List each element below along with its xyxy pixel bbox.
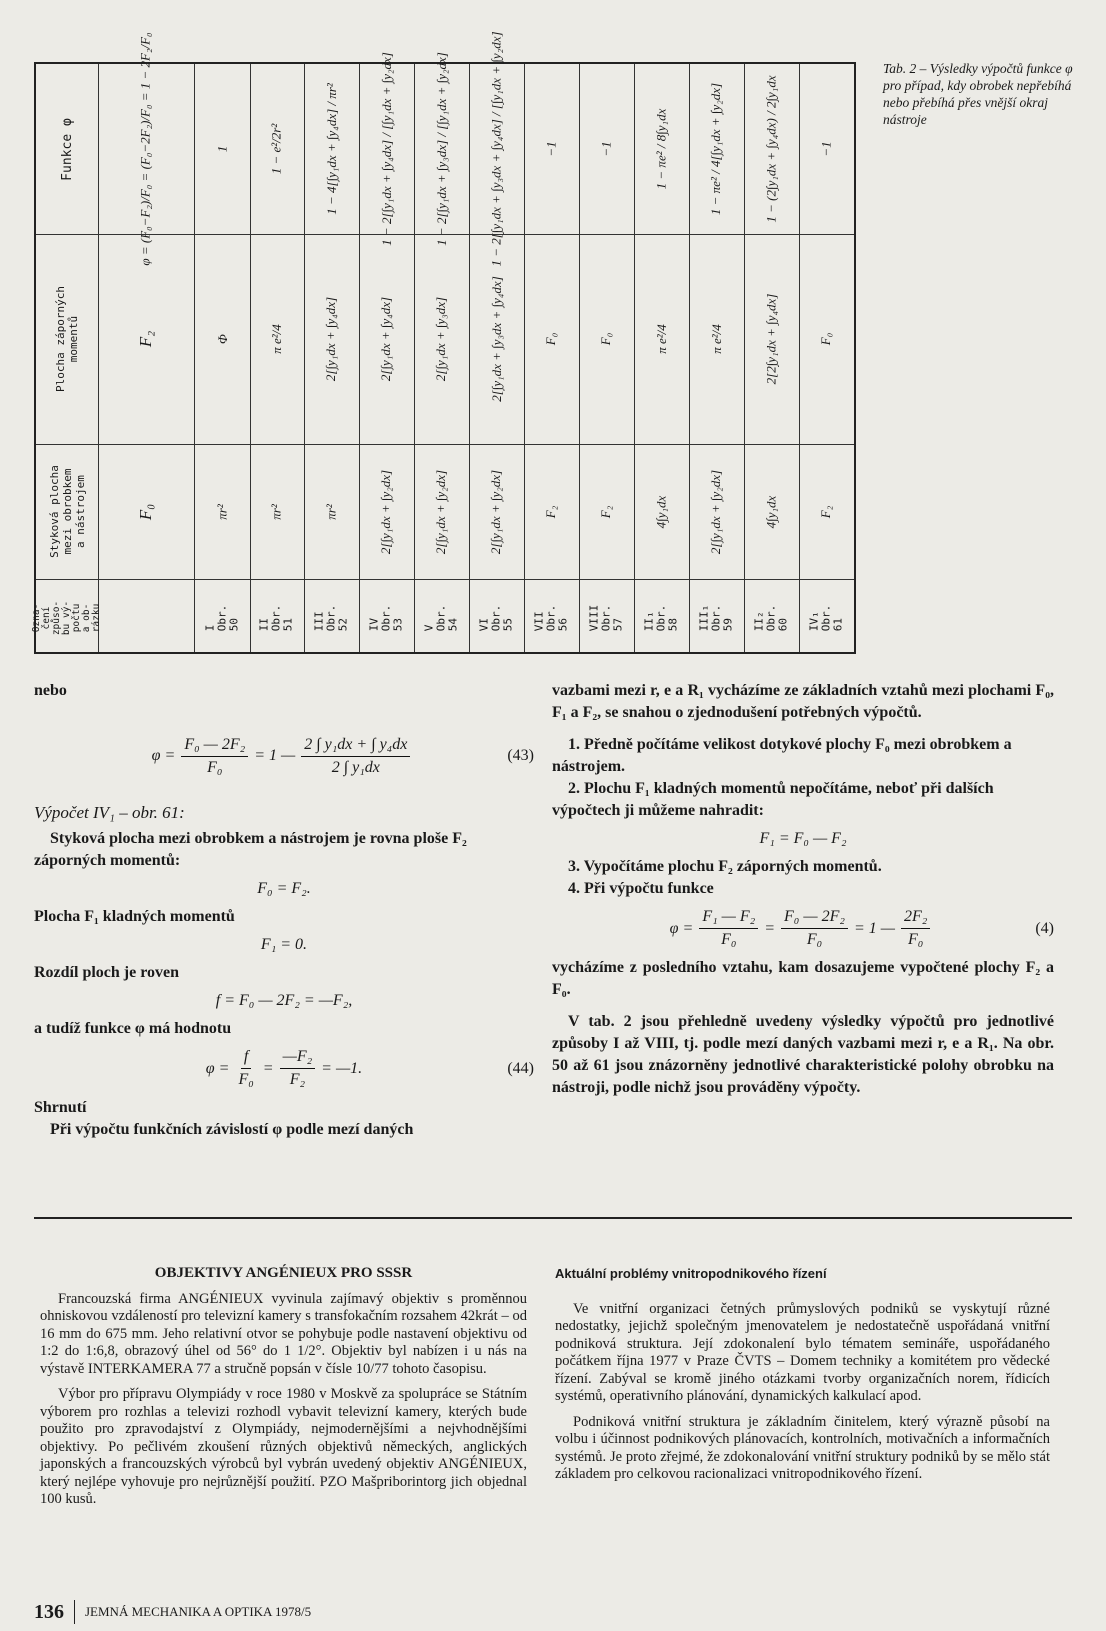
table-cell-phi <box>414 52 469 246</box>
header-funkce <box>36 64 98 234</box>
table-cell-f2-text: π e²/4 <box>268 324 284 354</box>
left-p5: Při výpočtu funkčních závislostí φ podle mezí daných <box>50 1121 414 1138</box>
eq43-den2: 2 ∫ y₁dx <box>331 758 380 776</box>
eq4-n2: F₀ — 2F₂ <box>781 906 848 929</box>
text-nebo: nebo <box>34 682 67 699</box>
eq-f1: F₁ = 0. <box>260 936 308 953</box>
eq4-lhs: φ = <box>669 919 694 937</box>
table-cell-label <box>469 579 524 656</box>
table-cell-f2-text: 2[∫y₁dx + ∫y₄dx] <box>323 296 339 382</box>
table-cell-phi <box>579 64 634 234</box>
table-cell-label <box>744 579 799 656</box>
vypocet-heading: Výpočet IV₁ – obr. 61: <box>34 803 185 822</box>
table-cell-label-text: II Obr. 51 <box>257 604 295 631</box>
header-plocha-label: Plocha záporných momentů <box>54 286 80 392</box>
table-cell-phi-text: 1 − 4[∫y₁dx + ∫y₄dx] / πr² <box>323 83 339 215</box>
table-cell-f2-text: Φ <box>214 334 230 344</box>
article-rizeni <box>555 1265 1050 1492</box>
eq-f0: F₀ = F₂. <box>257 880 311 897</box>
eq4-number: (4) <box>1035 919 1054 937</box>
article-angenieux-title: OBJEKTIVY ANGÉNIEUX PRO SSSR <box>154 1265 413 1281</box>
stykova-symbol: F₀ <box>135 503 155 520</box>
table-cell-phi-text: 1 − 2[∫y₁dx + ∫y₄dx] / [∫y₁dx + ∫y₂dx] <box>378 52 394 246</box>
results-table <box>30 31 856 654</box>
table-cell-phi-text: 1 <box>214 145 230 153</box>
eq43-frac1 <box>181 734 248 779</box>
header-oznaceni <box>30 579 102 656</box>
header-oznaceni-label: Ozna- čení způso- bu vý- počtu a ob- rázku <box>30 600 102 635</box>
table-cell-f2-text: π e²/4 <box>653 324 669 354</box>
table-cell-phi-text: −1 <box>543 141 559 157</box>
table-cell-label-text: V Obr. 54 <box>422 604 460 631</box>
eq44-num: f <box>241 1046 251 1069</box>
table-cell-phi-text: −1 <box>598 141 614 157</box>
eq4-mid: = 1 — <box>853 919 895 937</box>
right-p3: 2. Plochu F₁ kladných momentů nepočítáme, neboť při dalších výpočtech ji můžeme nahradit: <box>552 780 994 819</box>
eq-f: f = F₀ — 2F₂ = —F₂, <box>215 992 353 1009</box>
table-cell-f2 <box>304 234 359 444</box>
table-cell-phi <box>249 64 304 234</box>
right-p1: vazbami mezi r, e a R₁ vycházíme ze základních vztahů mezi plochami F₀, F₁ a F₂, se snahou o zjednodušení potřebných výpočtů. <box>552 682 1054 721</box>
equation-44: φ = $\frac{f}{\text{F₀}}$ = $\frac{\text{—F₂}}{\text{F₂}}$ = —1. (44) <box>34 1046 534 1091</box>
eq43-den: F₀ <box>207 758 223 776</box>
table-cell-f0 <box>744 444 799 579</box>
table-cell-label <box>304 579 359 656</box>
article-angenieux <box>40 1265 527 1517</box>
table-cell-f0-text: πr² <box>268 503 284 520</box>
table-cell-phi <box>634 64 689 234</box>
table-cell-phi-text: 1 − 2[∫y₁dx + ∫y₃dx + ∫y₄dx] / [∫y₁dx + ∫y₂dx] <box>488 31 504 267</box>
table-cell-phi <box>799 64 854 234</box>
table-cell-label <box>195 579 250 656</box>
eq4-frac2 <box>781 906 848 951</box>
table-cell-phi-text: 1 − 2[∫y₁dx + ∫y₃dx] / [∫y₁dx + ∫y₂dx] <box>433 52 449 246</box>
eq44-number: (44) <box>507 1059 534 1077</box>
table-cell-label-text: IV Obr. 53 <box>367 604 405 631</box>
journal-name: JEMNÁ MECHANIKA A OPTIKA 1978/5 <box>85 1604 312 1619</box>
eq44-num2: —F₂ <box>280 1046 316 1069</box>
table-cell-f2 <box>744 234 799 444</box>
shrnuti-heading: Shrnutí <box>34 1099 87 1116</box>
right-p7: V tab. 2 jsou přehledně uvedeny výsledky výpočtů pro jednotlivé způsoby I až VIII, tj. podle mezí daných vazbami mezi r, e a R₁. Na obr. 50 až 61 jsou znázorněny jednotlivé charakteristické polohy obrobku na nástroji, podle nichž jsou prováděny výpočty. <box>552 1013 1054 1096</box>
table-row <box>634 64 690 652</box>
eq43-number: (43) <box>507 747 534 764</box>
table-cell-phi-text: 1 − πe² / 8∫y₁dx <box>653 108 669 190</box>
right-text-column <box>552 680 1054 1099</box>
table-row <box>469 31 525 652</box>
table-cell-f0-text: F₂ <box>543 505 559 518</box>
eq44-frac2 <box>280 1046 316 1091</box>
table-cell-label-text: I Obr. 50 <box>203 604 241 631</box>
table-row <box>304 64 360 652</box>
table-cell-f0-text: F₂ <box>818 505 834 518</box>
table-cell-f2 <box>359 234 414 444</box>
table-cell-phi-text: −1 <box>818 141 834 157</box>
left-p4: a tudíž funkce φ má hodnotu <box>34 1020 232 1037</box>
table-cell-f0 <box>579 444 634 579</box>
eq44-den: F₀ <box>238 1071 254 1088</box>
table-row <box>689 64 745 652</box>
table-cell-label <box>579 579 634 656</box>
eq4-d1: F₀ <box>721 931 737 948</box>
table-cell-phi <box>744 64 799 234</box>
table-cell-f0-text: 4∫y₁dx <box>653 495 669 528</box>
header-stykova-label: Styková plocha mezi obrobkem a nástrojem <box>47 465 87 558</box>
table-cell-label <box>414 579 469 656</box>
left-p2: Plocha F₁ kladných momentů <box>34 908 235 925</box>
header-funkce-formula <box>98 32 194 266</box>
table-row <box>579 64 635 652</box>
table-cell-label <box>634 579 689 656</box>
table-cell-f2-text: F₀ <box>818 332 834 346</box>
table-cell-f0 <box>359 444 414 579</box>
equation-43 <box>34 716 534 796</box>
table-cell-f2-text: 2[∫y₁dx + ∫y₄dx] <box>378 296 394 382</box>
table-header-column <box>30 64 102 652</box>
equation-4: φ = $\frac{\text{F₁ — F₂}}{\text{F₀}}$ = $\frac{\text{F₀ — 2F₂}}{\text{F₀}}$ = 1 — $\frac{\text{2F₂}}{\text{F₀}}$ (4) <box>552 906 1054 951</box>
table-cell-f2-text: F₀ <box>543 332 559 346</box>
eq44-lhs: φ = <box>205 1059 230 1077</box>
table-cell-phi <box>469 31 524 267</box>
table-cell-phi-text: 1 − πe² / 4[∫y₁dx + ∫y₂dx] <box>708 82 724 216</box>
right-p4: 3. Vypočítáme plochu F₂ záporných momentů. <box>568 858 882 875</box>
header-plocha-sym-cell <box>98 234 194 444</box>
table-cell-f2 <box>799 234 854 444</box>
table-cell-phi <box>689 64 744 234</box>
table-cell-f0 <box>689 444 744 579</box>
table-row <box>249 64 305 652</box>
left-p1: Styková plocha mezi obrobkem a nástrojem je rovna ploše F₂ záporných momentů: <box>34 830 467 869</box>
table-cell-f2 <box>579 234 634 444</box>
table-cell-f2-text: F₀ <box>598 332 614 346</box>
eq-f1-def: F₁ = F₀ — F₂ <box>759 830 847 847</box>
eq43-num2: 2 ∫ y₁dx + ∫ y₄dx <box>301 734 410 757</box>
table-cell-phi <box>524 64 579 234</box>
eq4-n1: F₁ — F₂ <box>699 906 758 929</box>
header-stykova <box>36 444 98 579</box>
table-cell-f2 <box>195 234 250 444</box>
table-cell-f0 <box>414 444 469 579</box>
article-angenieux-p1: Francouzská firma ANGÉNIEUX vyvinula zajímavý objektiv s proměnnou ohniskovou vzdáleností pro televizní kamery s transfokačním rozsahem 42krát – od 16 mm do 675 mm. Jeho relativní otvor se pohybuje podle nastavení objektivu od 1:2 do 1:6,8, obrazový úhel od 56° do 1 1/2°. Objektiv byl nabízen i u nás na výstavě INTERKAMERA 77 a stručně popsán v čísle 10/77 tohoto časopisu. <box>40 1290 527 1377</box>
eq43-lhs: φ = <box>151 747 176 764</box>
eq43-frac2 <box>301 734 410 779</box>
table-cell-f0-text: 2[∫y₁dx + ∫y₂dx] <box>708 469 724 554</box>
table-cell-label <box>249 579 304 656</box>
table-cell-f0 <box>524 444 579 579</box>
table-row <box>744 64 800 652</box>
table-cell-label-text: IV₁ Obr. 61 <box>807 604 845 631</box>
right-p5: 4. Při výpočtu funkce <box>568 880 714 897</box>
table-cell-phi-text: 1 − e²/2r² <box>268 123 284 175</box>
eq4-frac3 <box>901 906 930 951</box>
table-caption: Tab. 2 – Výsledky výpočtů funkce φ pro případ, kdy obrobek nepřebíhá nebo přebíhá přes vnější okraj nástroje <box>883 61 1073 127</box>
left-text-column <box>34 680 534 1141</box>
table-cell-f2-text: 2[2∫y₁dx + ∫y₄dx] <box>763 293 779 385</box>
table-cell-f2-text: 2[∫y₁dx + ∫y₃dx + ∫y₄dx] <box>488 276 504 402</box>
table-cell-label-text: II₂ Obr. 60 <box>752 604 790 631</box>
table-cell-phi <box>304 64 359 234</box>
table-cell-f0-text: 4∫y₁dx <box>763 495 779 528</box>
eq4-frac1 <box>699 906 758 951</box>
right-p2: 1. Předně počítáme velikost dotykové plochy F₀ mezi obrobkem a nástrojem. <box>552 736 1012 775</box>
table-cell-label <box>799 579 854 656</box>
section-divider <box>34 1217 1072 1219</box>
table-cell-f0-text: πr² <box>214 503 230 520</box>
table-cell-label-text: VIII Obr. 57 <box>587 604 625 631</box>
table-cell-label-text: VII Obr. 56 <box>532 604 570 631</box>
eq43-num: F₀ — 2F₂ <box>181 734 248 757</box>
table-cell-f0 <box>469 444 524 579</box>
table-cell-label <box>524 579 579 656</box>
table-cell-f2 <box>469 234 524 444</box>
table-cell-f0-text: 2[∫y₁dx + ∫y₂dx] <box>488 469 504 554</box>
eq4-d3: F₀ <box>907 931 924 948</box>
table-cell-f2 <box>524 234 579 444</box>
header-plocha <box>36 234 98 444</box>
article-rizeni-p1: Ve vnitřní organizaci četných průmyslových podniků se vyskytují různé nedostatky, jejichž společným jmenovatelem je nedostatečně uspořádaná vnitřní podniková struktura. Její zdokonalení bylo tématem semináře, uspořádaného počátkem října 1977 v Praze ČVTS – Domem techniky a komitétem pro vědecké řízení. Zabýval se kromě jiného otázkami tvorby organizačních norem, řídicích systémů, operativního plánování, dynamických kalkulací apod. <box>555 1300 1050 1404</box>
table-cell-f0-text: πr² <box>323 503 339 520</box>
eq4-d2: F₀ <box>806 931 823 948</box>
article-angenieux-p2: Výbor pro přípravu Olympiády v roce 1980 v Moskvě za spolupráce se Státním výborem pro rozhlas a televizi rozhodl vybavit televizní kamery, kterých bude použito pro zpravodajství z Olympiády, nejmodernějšími a nejvhodnějšími objektivy. Po pečlivém zkoušení různých objektivů německých, anglických japonských a francouzských výrobců byl vybrán uvedený objektiv ANGÉNIEUX, který nejlépe vyhovuje pro nejrůznější použití. PZO Mašpriborintorg jich objednal 100 kusů. <box>40 1386 527 1507</box>
table-cell-f2 <box>249 234 304 444</box>
table-cell-f0 <box>304 444 359 579</box>
table-cell-label-text: III Obr. 52 <box>312 604 350 631</box>
table-cell-label <box>689 579 744 656</box>
eq44-frac1 <box>235 1046 256 1091</box>
eq4-n3: 2F₂ <box>901 906 930 929</box>
table-cell-label-text: II₁ Obr. 58 <box>642 604 680 631</box>
table-cell-f0 <box>195 444 250 579</box>
table-cell-f2-text: 2[∫y₁dx + ∫y₃dx] <box>433 296 449 382</box>
table-row <box>414 52 470 652</box>
header-stykova-sym-cell <box>98 444 194 579</box>
table-cell-phi <box>359 52 414 246</box>
footer-separator <box>74 1600 75 1624</box>
table-cell-f0-text: 2[∫y₁dx + ∫y₂dx] <box>378 469 394 554</box>
right-p6: vycházíme z posledního vztahu, kam dosazujeme vypočtené plochy F₂ a F₀. <box>552 959 1054 998</box>
table-cell-f2-text: π e²/4 <box>708 324 724 354</box>
table-row <box>194 64 251 652</box>
eq44-den2: F₂ <box>289 1071 306 1088</box>
header-funkce-label: Funkce φ <box>59 117 75 181</box>
left-p3: Rozdíl ploch je roven <box>34 964 180 981</box>
page-number: 136 <box>34 1600 64 1623</box>
table-cell-f0 <box>634 444 689 579</box>
table-cell-f0 <box>799 444 854 579</box>
funkce-formula: φ = (F₀−F₂)/F₀ = (F₀−2F₂)/F₀ = 1 − 2F₂/F₀ <box>138 32 154 266</box>
table-cell-f2 <box>634 234 689 444</box>
eq44-rhs: = —1. <box>321 1059 363 1077</box>
page-footer <box>34 1600 311 1624</box>
table-cell-f0-text: 2[∫y₁dx + ∫y₂dx] <box>433 469 449 554</box>
table-cell-f0 <box>249 444 304 579</box>
table-cell-label <box>359 579 414 656</box>
table-cell-f2 <box>689 234 744 444</box>
table-cell-f2 <box>414 234 469 444</box>
table-row <box>799 64 854 652</box>
table-cell-f0-text: F₂ <box>598 505 614 518</box>
article-rizeni-p2: Podniková vnitřní struktura je základním činitelem, který výrazně působí na volbu i účinnost podnikových plánovacích, kontrolních, motivačních a informačních systémů. Je proto zřejmé, že zdokonalování vnitřní struktury podniků by se mělo stát základem pro celkovou racionalizaci vnitropodnikového řízení. <box>555 1413 1050 1482</box>
table-formula-column <box>98 32 195 652</box>
table-cell-label-text: III₁ Obr. 59 <box>697 604 735 631</box>
plocha-symbol: F₂ <box>135 330 155 348</box>
eq43-mid: = 1 — <box>254 747 296 764</box>
table-row <box>359 52 415 652</box>
table-cell-phi-text: 1 − (2∫y₁dx + ∫y₄dx) / 2∫y₁dx <box>763 75 779 223</box>
table-row <box>524 64 580 652</box>
table-cell-phi <box>195 64 250 234</box>
table-cell-label-text: VI Obr. 55 <box>477 604 515 631</box>
article-rizeni-title: Aktuální problémy vnitropodnikového řízení <box>555 1266 827 1281</box>
